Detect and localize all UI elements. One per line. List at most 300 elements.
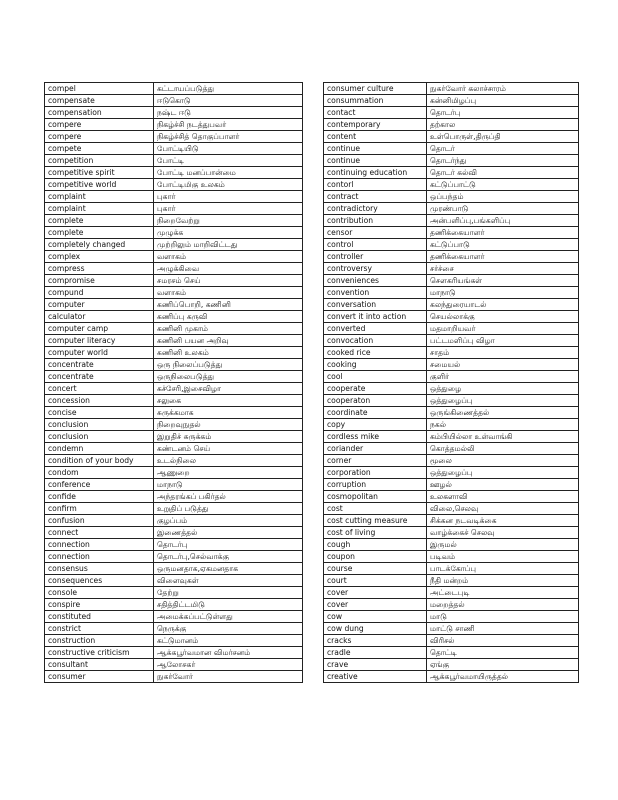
glossary-row	[45, 479, 303, 491]
tamil-translation: தொட்டி	[427, 647, 579, 659]
english-term: contact	[324, 107, 427, 119]
tamil-translation: ஒருங்கிணைத்தல்	[427, 407, 579, 419]
glossary-row	[324, 599, 579, 611]
glossary-row	[45, 83, 303, 95]
tamil-translation: சர்ச்சை	[427, 263, 579, 275]
english-term: compel	[45, 83, 154, 95]
english-term: cosmopolitan	[324, 491, 427, 503]
english-term: continuing education	[324, 167, 427, 179]
glossary-row	[324, 323, 579, 335]
tamil-translation: விளைவுகள்	[154, 575, 303, 587]
glossary-row	[324, 443, 579, 455]
tamil-translation: சுருக்கமாக	[154, 407, 303, 419]
english-term: controller	[324, 251, 427, 263]
tamil-translation: கட்டாயப்படுத்து	[154, 83, 303, 95]
glossary-row	[45, 95, 303, 107]
tamil-translation: கலந்துரையாடல்	[427, 299, 579, 311]
glossary-row	[45, 167, 303, 179]
english-term: concentrate	[45, 371, 154, 383]
tamil-translation: ஏங்கு	[427, 659, 579, 671]
english-term: contorl	[324, 179, 427, 191]
glossary-row	[324, 155, 579, 167]
glossary-row	[45, 251, 303, 263]
tamil-translation: நுகர்வோர் கலாச்சாரம்	[427, 83, 579, 95]
english-term: cradle	[324, 647, 427, 659]
glossary-row	[45, 155, 303, 167]
english-term: compete	[45, 143, 154, 155]
tamil-translation: கணினி உலகம்	[154, 347, 303, 359]
glossary-row	[324, 515, 579, 527]
glossary-row	[45, 227, 303, 239]
glossary-row	[324, 395, 579, 407]
glossary-row	[324, 527, 579, 539]
glossary-row	[45, 587, 303, 599]
english-term: consumer	[45, 671, 154, 683]
english-term: computer camp	[45, 323, 154, 335]
english-term: corner	[324, 455, 427, 467]
glossary-row	[45, 647, 303, 659]
tamil-translation: நிறைவுநுதல்	[154, 419, 303, 431]
glossary-row	[45, 575, 303, 587]
glossary-row	[324, 635, 579, 647]
english-term: confide	[45, 491, 154, 503]
tamil-translation: அழுக்கிவை	[154, 263, 303, 275]
tamil-translation: ஊழல்	[427, 479, 579, 491]
tamil-translation: கணினி பயன அறிவு	[154, 335, 303, 347]
tamil-translation: போட்டிமிகு உலகம்	[154, 179, 303, 191]
glossary-row	[45, 419, 303, 431]
english-term: competitive world	[45, 179, 154, 191]
glossary-row	[45, 347, 303, 359]
glossary-row	[324, 299, 579, 311]
english-term: constructive criticism	[45, 647, 154, 659]
glossary-row	[45, 191, 303, 203]
english-term: consultant	[45, 659, 154, 671]
glossary-row	[324, 611, 579, 623]
english-term: cost cutting measure	[324, 515, 427, 527]
english-term: complete	[45, 227, 154, 239]
english-term: calculator	[45, 311, 154, 323]
glossary-row	[45, 503, 303, 515]
english-term: coupon	[324, 551, 427, 563]
english-term: construction	[45, 635, 154, 647]
tamil-translation: கணிப்பு கருவி	[154, 311, 303, 323]
english-term: console	[45, 587, 154, 599]
tamil-translation: நிகழ்ச்சி நடத்துபவர்	[154, 119, 303, 131]
english-term: convocation	[324, 335, 427, 347]
tamil-translation: மூலை	[427, 455, 579, 467]
english-term: cow dung	[324, 623, 427, 635]
english-term: cow	[324, 611, 427, 623]
glossary-row	[324, 587, 579, 599]
glossary-row	[45, 395, 303, 407]
english-term: corruption	[324, 479, 427, 491]
english-term: conversation	[324, 299, 427, 311]
english-term: control	[324, 239, 427, 251]
tamil-translation: முரண்பாடு	[427, 203, 579, 215]
english-term: cover	[324, 599, 427, 611]
english-term: consequences	[45, 575, 154, 587]
glossary-row	[324, 455, 579, 467]
tamil-translation: மறைத்தல்	[427, 599, 579, 611]
tamil-translation: புகார்	[154, 191, 303, 203]
glossary-row	[324, 407, 579, 419]
glossary-row	[45, 107, 303, 119]
tamil-translation: மாடு	[427, 611, 579, 623]
glossary-row	[324, 311, 579, 323]
glossary-row	[45, 263, 303, 275]
english-term: connection	[45, 551, 154, 563]
tamil-translation: செயல்லாக்கு	[427, 311, 579, 323]
english-term: condom	[45, 467, 154, 479]
glossary-row	[45, 431, 303, 443]
tamil-translation: இறுதிச் சுருக்கம்	[154, 431, 303, 443]
glossary-row	[45, 635, 303, 647]
tamil-translation: நீதி மன்றம்	[427, 575, 579, 587]
tamil-translation: தொடர்பு	[427, 107, 579, 119]
tamil-translation: அட்டைபுடி	[427, 587, 579, 599]
glossary-row	[45, 335, 303, 347]
tamil-translation: சலுகை	[154, 395, 303, 407]
glossary-row	[324, 287, 579, 299]
tamil-translation: கம்பியில்லா உள்வாங்கி	[427, 431, 579, 443]
glossary-row	[45, 407, 303, 419]
english-term: cooperaton	[324, 395, 427, 407]
glossary-row	[45, 443, 303, 455]
english-term: computer world	[45, 347, 154, 359]
glossary-row	[324, 503, 579, 515]
english-term: connection	[45, 539, 154, 551]
english-term: consummation	[324, 95, 427, 107]
english-term: confusion	[45, 515, 154, 527]
tamil-translation: குழப்பம்	[154, 515, 303, 527]
glossary-row	[45, 671, 303, 683]
tamil-translation: மாநாடு	[427, 287, 579, 299]
english-term: coriander	[324, 443, 427, 455]
tamil-translation: கட்டுப்பாடு	[427, 239, 579, 251]
glossary-row	[324, 563, 579, 575]
glossary-row	[45, 599, 303, 611]
glossary-row	[45, 275, 303, 287]
english-term: concession	[45, 395, 154, 407]
english-term: conference	[45, 479, 154, 491]
tamil-translation: உள்பொருள்,திருப்தி	[427, 131, 579, 143]
english-term: computer literacy	[45, 335, 154, 347]
english-term: consumer culture	[324, 83, 427, 95]
english-term: cracks	[324, 635, 427, 647]
tamil-translation: ஆக்கபூர்வமான விமர்சனம்	[154, 647, 303, 659]
tamil-translation: அமைக்கப்பட்டுள்ளது	[154, 611, 303, 623]
glossary-row	[45, 467, 303, 479]
tamil-translation: போட்டி மனப்பான்மை	[154, 167, 303, 179]
glossary-row	[324, 575, 579, 587]
tamil-translation: உலகளாவி	[427, 491, 579, 503]
tamil-translation: அன்பளிப்பு,பங்களிப்பு	[427, 215, 579, 227]
english-term: complete	[45, 215, 154, 227]
glossary-row	[324, 119, 579, 131]
english-term: crave	[324, 659, 427, 671]
english-term: cooking	[324, 359, 427, 371]
english-term: cough	[324, 539, 427, 551]
tamil-translation: மாட்டு சாணி	[427, 623, 579, 635]
tamil-translation: இருமல்	[427, 539, 579, 551]
glossary-row	[324, 467, 579, 479]
tamil-translation: நுகர்வோர்	[154, 671, 303, 683]
english-term: complex	[45, 251, 154, 263]
tamil-translation: தொடர்பு	[154, 539, 303, 551]
tamil-translation: சௌகரியங்கள்	[427, 275, 579, 287]
tamil-translation: தொடர் கல்வி	[427, 167, 579, 179]
glossary-row	[324, 83, 579, 95]
glossary-row	[324, 203, 579, 215]
tamil-translation: போட்டியிடு	[154, 143, 303, 155]
tamil-translation: ஒருநிலைபடுத்து	[154, 371, 303, 383]
english-term: creative	[324, 671, 427, 683]
tamil-translation: கட்டுப்பாட்டு	[427, 179, 579, 191]
glossary-body-right	[324, 83, 579, 683]
glossary-row	[45, 119, 303, 131]
english-term: concentrate	[45, 359, 154, 371]
glossary-row	[45, 299, 303, 311]
tamil-translation: வளாகம்	[154, 287, 303, 299]
glossary-row	[324, 431, 579, 443]
english-term: condition of your body	[45, 455, 154, 467]
tamil-translation: ஒரு நிலைப்படுத்து	[154, 359, 303, 371]
glossary-row	[45, 179, 303, 191]
tamil-translation: சமையல்	[427, 359, 579, 371]
glossary-row	[45, 515, 303, 527]
english-term: conclusion	[45, 431, 154, 443]
glossary-row	[324, 179, 579, 191]
glossary-table-left	[44, 82, 303, 683]
glossary-row	[324, 143, 579, 155]
english-term: contract	[324, 191, 427, 203]
glossary-row	[324, 539, 579, 551]
tamil-translation: தணிக்கையாளர்	[427, 251, 579, 263]
english-term: concert	[45, 383, 154, 395]
tamil-translation: தேற்று	[154, 587, 303, 599]
glossary-row	[45, 323, 303, 335]
glossary-row	[324, 347, 579, 359]
tamil-translation: தொடர்பு,செல்வாக்கு	[154, 551, 303, 563]
glossary-row	[324, 647, 579, 659]
english-term: controversy	[324, 263, 427, 275]
english-term: confirm	[45, 503, 154, 515]
english-term: copy	[324, 419, 427, 431]
glossary-row	[45, 383, 303, 395]
english-term: cooked rice	[324, 347, 427, 359]
english-term: cost	[324, 503, 427, 515]
glossary-row	[45, 131, 303, 143]
glossary-row	[324, 107, 579, 119]
tamil-translation: விரிசல்	[427, 635, 579, 647]
tamil-translation: சாதம்	[427, 347, 579, 359]
glossary-row	[45, 551, 303, 563]
glossary-row	[324, 335, 579, 347]
glossary-row	[324, 251, 579, 263]
tamil-translation: மாநாடு	[154, 479, 303, 491]
english-term: convert it into action	[324, 311, 427, 323]
tamil-translation: விலை,செலவு	[427, 503, 579, 515]
glossary-row	[45, 611, 303, 623]
tamil-translation: படிவம்	[427, 551, 579, 563]
english-term: completely changed	[45, 239, 154, 251]
english-term: cooperate	[324, 383, 427, 395]
english-term: competition	[45, 155, 154, 167]
english-term: compere	[45, 131, 154, 143]
tamil-translation: சமரசம் செய்	[154, 275, 303, 287]
glossary-body-left	[45, 83, 303, 683]
glossary-table-right	[323, 82, 579, 683]
glossary-row	[324, 371, 579, 383]
tamil-translation: தொடர்ந்து	[427, 155, 579, 167]
tamil-translation: ஆலோசகர்	[154, 659, 303, 671]
tamil-translation: கணிப்பொறி, கணினி	[154, 299, 303, 311]
english-term: compensate	[45, 95, 154, 107]
english-term: compensation	[45, 107, 154, 119]
english-term: consensus	[45, 563, 154, 575]
glossary-row	[324, 383, 579, 395]
glossary-row	[324, 95, 579, 107]
english-term: concise	[45, 407, 154, 419]
english-term: coordinate	[324, 407, 427, 419]
english-term: course	[324, 563, 427, 575]
tamil-translation: உடல்நிலை	[154, 455, 303, 467]
tamil-translation: உறுதிப் படுத்து	[154, 503, 303, 515]
tamil-translation: வாழ்க்கைச் செலவு	[427, 527, 579, 539]
glossary-row	[324, 239, 579, 251]
tamil-translation: கன்னிமிழப்பு	[427, 95, 579, 107]
tamil-translation: முற்றிலும் மாறிவிட்டது	[154, 239, 303, 251]
english-term: compromise	[45, 275, 154, 287]
glossary-row	[45, 143, 303, 155]
english-term: continue	[324, 143, 427, 155]
glossary-row	[324, 191, 579, 203]
english-term: compress	[45, 263, 154, 275]
glossary-row	[324, 551, 579, 563]
tamil-translation: குளிர்	[427, 371, 579, 383]
english-term: conveniences	[324, 275, 427, 287]
tamil-translation: சதித்திட்டமிடு	[154, 599, 303, 611]
english-term: contradictory	[324, 203, 427, 215]
tamil-translation: அந்தரங்கப் பகிர்தல்	[154, 491, 303, 503]
tamil-translation: கண்டனம் செய்	[154, 443, 303, 455]
tamil-translation: ஆக்கபூர்வமாயிருத்தல்	[427, 671, 579, 683]
tamil-translation: ஈடுகொடு	[154, 95, 303, 107]
english-term: connect	[45, 527, 154, 539]
english-term: cordless mike	[324, 431, 427, 443]
glossary-row	[45, 359, 303, 371]
glossary-row	[45, 287, 303, 299]
tamil-translation: தொடர்	[427, 143, 579, 155]
tamil-translation: புகார்	[154, 203, 303, 215]
tamil-translation: பாடக்கோப்பு	[427, 563, 579, 575]
tamil-translation: ஒத்துழை	[427, 383, 579, 395]
glossary-row	[324, 479, 579, 491]
english-term: compund	[45, 287, 154, 299]
glossary-row	[324, 263, 579, 275]
glossary-row	[324, 227, 579, 239]
tamil-translation: இணைத்தல்	[154, 527, 303, 539]
english-term: condemn	[45, 443, 154, 455]
glossary-row	[324, 623, 579, 635]
tamil-translation: நகல்	[427, 419, 579, 431]
tamil-translation: நிகழ்ச்சித் தொகுப்பாளர்	[154, 131, 303, 143]
english-term: complaint	[45, 191, 154, 203]
english-term: conclusion	[45, 419, 154, 431]
tamil-translation: போட்டி	[154, 155, 303, 167]
english-term: cool	[324, 371, 427, 383]
tamil-translation: கட்டுமானம்	[154, 635, 303, 647]
english-term: continue	[324, 155, 427, 167]
glossary-row	[45, 563, 303, 575]
tamil-translation: கணினி முகாம்	[154, 323, 303, 335]
tamil-translation: ஒத்துழைப்பு	[427, 467, 579, 479]
glossary-row	[45, 491, 303, 503]
glossary-row	[45, 239, 303, 251]
tamil-translation: ஒத்துழைப்பு	[427, 395, 579, 407]
tamil-translation: நஷ்ட ஈடு	[154, 107, 303, 119]
tamil-translation: தணிக்கையாளர்	[427, 227, 579, 239]
tamil-translation: பட்டமளிப்பு விழா	[427, 335, 579, 347]
glossary-row	[324, 671, 579, 683]
glossary-row	[45, 539, 303, 551]
english-term: corporation	[324, 467, 427, 479]
english-term: converted	[324, 323, 427, 335]
english-term: computer	[45, 299, 154, 311]
english-term: competitive spirit	[45, 167, 154, 179]
tamil-translation: சிக்கன நடவடிக்கை	[427, 515, 579, 527]
tamil-translation: ஒருமனதாக,ஏகமனதாக	[154, 563, 303, 575]
glossary-row	[45, 527, 303, 539]
glossary-row	[45, 203, 303, 215]
glossary-row	[45, 311, 303, 323]
tamil-translation: முழுக்க	[154, 227, 303, 239]
english-term: cost of living	[324, 527, 427, 539]
tamil-translation: ஒப்பந்தம்	[427, 191, 579, 203]
english-term: censor	[324, 227, 427, 239]
glossary-row	[324, 359, 579, 371]
glossary-row	[324, 419, 579, 431]
glossary-row	[45, 371, 303, 383]
tamil-translation: தற்கால	[427, 119, 579, 131]
glossary-row	[45, 623, 303, 635]
tamil-translation: கொத்தமல்லி	[427, 443, 579, 455]
tamil-translation: வளாகம்	[154, 251, 303, 263]
english-term: compere	[45, 119, 154, 131]
glossary-row	[45, 659, 303, 671]
english-term: cover	[324, 587, 427, 599]
english-term: court	[324, 575, 427, 587]
glossary-row	[324, 491, 579, 503]
glossary-row	[324, 659, 579, 671]
glossary-row	[324, 215, 579, 227]
tamil-translation: நெருக்கு	[154, 623, 303, 635]
glossary-row	[45, 215, 303, 227]
english-term: conspire	[45, 599, 154, 611]
english-term: contribution	[324, 215, 427, 227]
tamil-translation: மதமாறியவர்	[427, 323, 579, 335]
english-term: contemporary	[324, 119, 427, 131]
glossary-row	[45, 455, 303, 467]
english-term: constituted	[45, 611, 154, 623]
glossary-row	[324, 167, 579, 179]
tamil-translation: கச்சேரி,இசைவிழா	[154, 383, 303, 395]
glossary-row	[324, 275, 579, 287]
tamil-translation: நிறைவேற்று	[154, 215, 303, 227]
glossary-row	[324, 131, 579, 143]
english-term: content	[324, 131, 427, 143]
